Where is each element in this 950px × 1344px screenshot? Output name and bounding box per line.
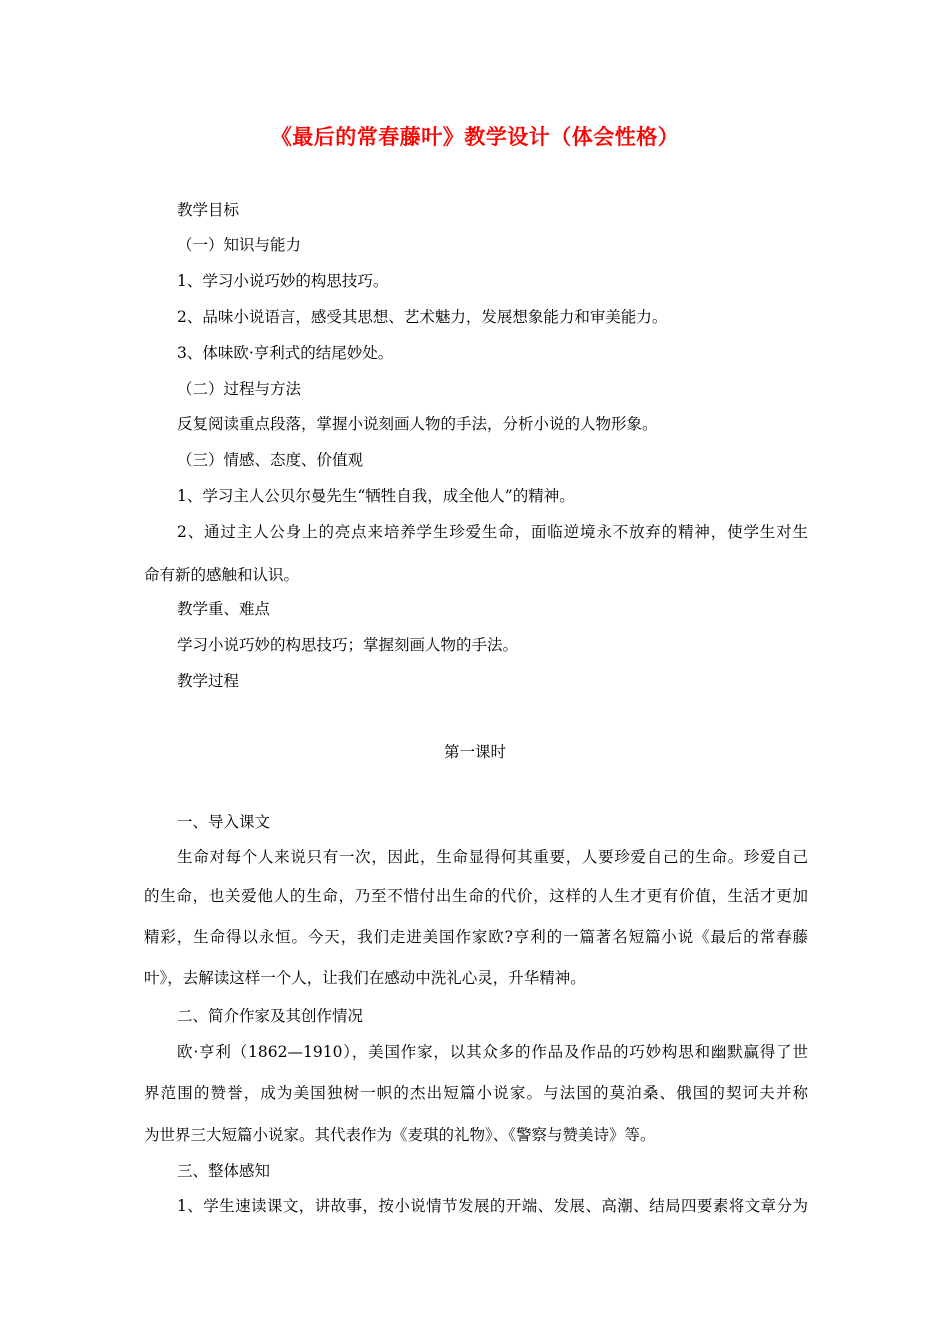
intro-paragraph-line-4: 叶》，去解读这样一个人，让我们在感动中洗礼心灵，升华精神。 (144, 969, 586, 987)
heading-overall-perception: 三、整体感知 (177, 1162, 271, 1180)
perception-item-1: 1、学生速读课文，讲故事，按小说情节发展的开端、发展、高潮、结局四要素将文章分为 (177, 1197, 808, 1215)
heading-key-difficult-points: 教学重、难点 (177, 600, 271, 618)
heading-teaching-objectives: 教学目标 (177, 201, 240, 219)
author-paragraph-line-3: 为世界三大短篇小说家。其代表作为《麦琪的礼物》、《警察与赞美诗》等。 (144, 1126, 656, 1144)
key-points-text: 学习小说巧妙的构思技巧；掌握刻画人物的手法。 (177, 636, 519, 654)
emotion-item-2-line-2: 命有新的感触和认识。 (144, 566, 300, 584)
objective-item-2: 2、品味小说语言，感受其思想、艺术魅力，发展想象能力和审美能力。 (177, 308, 668, 326)
subheading-knowledge-ability: （一）知识与能力 (177, 236, 302, 254)
author-paragraph-line-2: 界范围的赞誉，成为美国独树一帜的杰出短篇小说家。与法国的莫泊桑、俄国的契诃夫并称 (144, 1084, 808, 1102)
document-title: 《最后的常春藤叶》教学设计（体会性格） (270, 124, 680, 149)
emotion-item-2-line-1: 2、通过主人公身上的亮点来培养学生珍爱生命，面临逆境永不放弃的精神，使学生对生 (177, 523, 808, 541)
subheading-emotion-values: （三）情感、态度、价值观 (177, 451, 364, 469)
section-heading-first-lesson: 第一课时 (443, 743, 506, 761)
heading-teaching-process: 教学过程 (177, 672, 240, 690)
objective-item-3: 3、体味欧·亨利式的结尾妙处。 (177, 344, 394, 362)
subheading-process-method: （二）过程与方法 (177, 380, 302, 398)
intro-paragraph-line-1: 生命对每个人来说只有一次，因此，生命显得何其重要，人要珍爱自己的生命。珍爱自己 (177, 848, 808, 866)
heading-author-intro: 二、简介作家及其创作情况 (177, 1007, 364, 1025)
objective-item-1: 1、学习小说巧妙的构思技巧。 (177, 272, 389, 290)
heading-introduction: 一、导入课文 (177, 813, 271, 831)
intro-paragraph-line-3: 精彩，生命得以永恒。今天，我们走进美国作家欧?亨利的一篇著名短篇小说《最后的常春藤 (144, 928, 808, 946)
process-method-text: 反复阅读重点段落，掌握小说刻画人物的手法，分析小说的人物形象。 (177, 415, 658, 433)
author-paragraph-line-1: 欧·亨利（1862—1910），美国作家，以其众多的作品及作品的巧妙构思和幽默赢得了世 (177, 1043, 808, 1061)
intro-paragraph-line-2: 的生命，也关爱他人的生命，乃至不惜付出生命的代价，这样的人生才更有价值，生活才更加 (144, 887, 808, 905)
emotion-item-1: 1、学习主人公贝尔曼先生“牺牲自我，成全他人”的精神。 (177, 487, 575, 505)
